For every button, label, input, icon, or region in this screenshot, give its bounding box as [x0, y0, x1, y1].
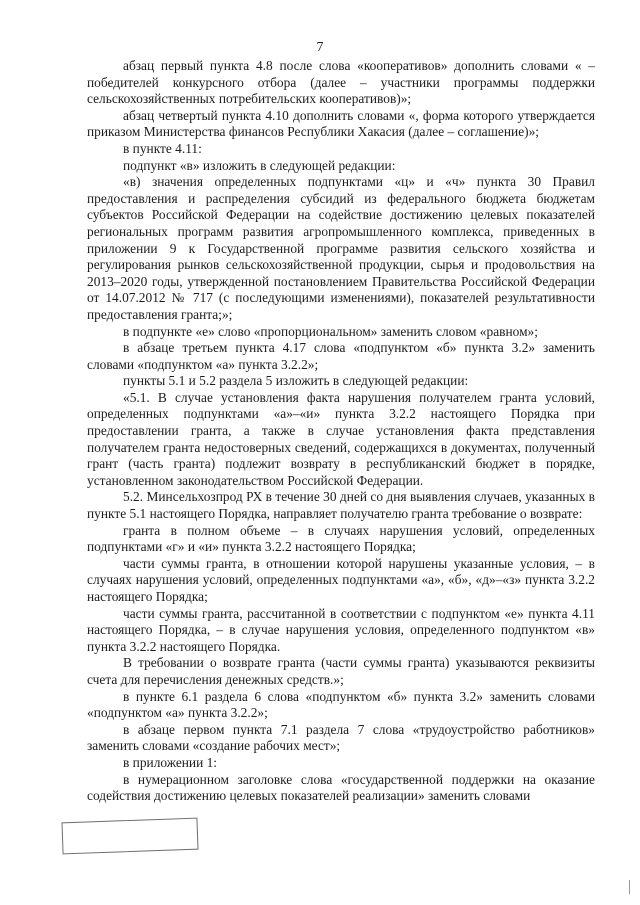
page-number: 7 [316, 40, 324, 55]
margin-mark [629, 880, 634, 894]
paragraph: части суммы гранта, рассчитанной в соответствии с подпунктом «е» пункта 4.11 настоящего Порядка, – в случае нарушения условия, определенного подпунктом «в» пункта 3.2.2 настоящего Порядка. [87, 605, 595, 654]
paragraph: в пункте 6.1 раздела 6 слова «подпунктом «б» пункта 3.2» заменить словами «подпунктом «а» пункта 3.2.2»; [87, 688, 595, 721]
document-body [87, 58, 595, 805]
paragraph: в подпункте «е» слово «пропорциональном» заменить словом «равном»; [123, 323, 538, 339]
paragraph: В требовании о возврате гранта (части суммы гранта) указываются реквизиты счета для перечисления денежных средств.»; [87, 655, 595, 687]
paragraph: в пункте 4.11: [123, 140, 202, 156]
paragraph: части суммы гранта, в отношении которой нарушены указанные условия, – в случаях нарушения условий, определенных подпунктами «а», «б», «д»–«з» пункта 3.2.2 настоящего Порядка; [87, 555, 595, 604]
paragraph: в приложении 1: [123, 754, 218, 770]
paragraph: абзац четвертый пункта 4.10 дополнить словами «, форма которого утверждается приказом Министерства финансов Республики Хакасия (далее – соглашение)»; [87, 107, 595, 140]
paragraph: в абзаце третьем пункта 4.17 слова «подпунктом «б» пункта 3.2» заменить словами «подпунктом «а» пункта 3.2.2»; [87, 340, 595, 372]
paragraph: пункты 5.1 и 5.2 раздела 5 изложить в следующей редакции: [123, 373, 469, 389]
paragraph: абзац первый пункта 4.8 после слова «кооперативов» дополнить словами « – победителей конкурсного отбора (далее – участники программы поддержки сельскохозяйственных потребительских кооперативов)»; [87, 58, 595, 107]
registration-stamp [61, 818, 198, 855]
paragraph: в нумерационном заголовке слова «государственной поддержки на оказание содействия достижению целевых показателей реализации» заменить словами [87, 771, 595, 804]
paragraph: «в) значения определенных подпунктами «ц» и «ч» пункта 30 Правил предоставления и распределения субсидий из федерального бюджета бюджетам субъектов Российской Федерации на содействие достижению целевых показателей региональных программ развития агропромышленного комплекса, приведенных в приложении 9 к Государственной программе развития сельского хозяйства и регулирования рынков сельскохозяйственной продукции, сырья и продовольствия на 2013–2020 годы, утвержденной постановлением Правительства Российской Федерации от 14.07.2012 № 717 (с последующими изменениями), показателей результативности предоставления гранта;»; [87, 174, 595, 322]
paragraph: «5.1. В случае установления факта нарушения получателем гранта условий, определенных подпунктами «а»–«и» пункта 3.2.2 настоящего Порядка при предоставлении гранта, а также в случае установления факта представления получателем гранта недостоверных сведений, содержащихся в документах, полученный грант (часть гранта) подлежит возврату в республиканский бюджет в порядке, установленном законодательством Российской Федерации. [87, 389, 595, 488]
paragraph: в абзаце первом пункта 7.1 раздела 7 слова «трудоустройство работников» заменить словами «создание рабочих мест»; [87, 721, 595, 754]
paragraph: подпункт «в» изложить в следующей редакции: [123, 157, 396, 173]
paragraph: 5.2. Минсельхозпрод РХ в течение 30 дней со дня выявления случаев, указанных в пункте 5.1 настоящего Порядка, направляет получателю гранта требование о возврате: [87, 489, 595, 522]
paragraph: гранта в полном объеме – в случаях нарушения условий, определенных подпунктами «г» и «и» пункта 3.2.2 настоящего Порядка; [87, 522, 595, 555]
